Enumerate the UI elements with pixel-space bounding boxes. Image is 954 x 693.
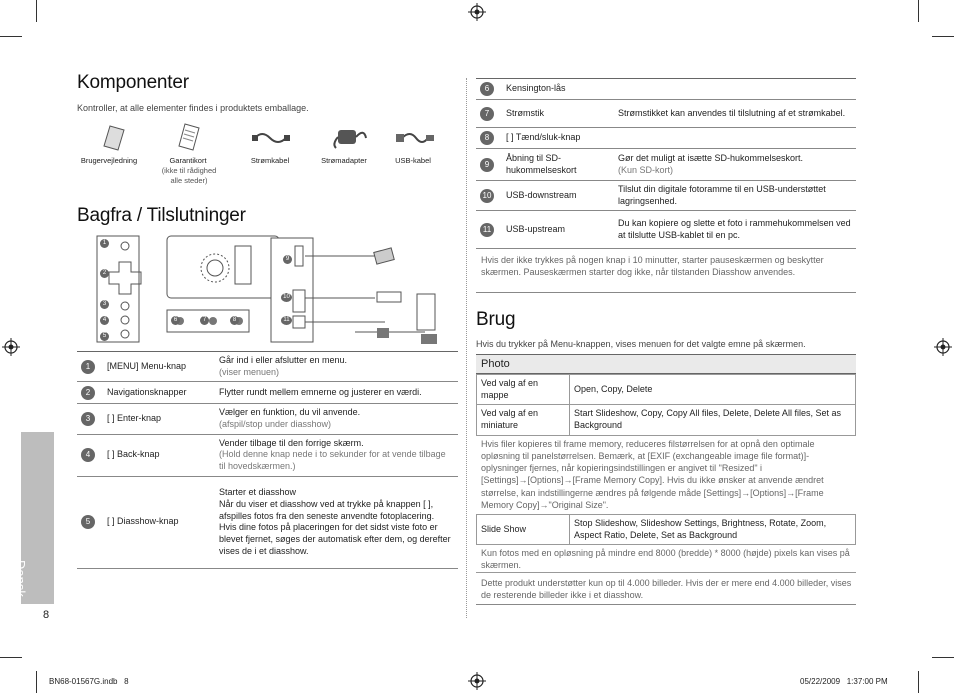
accessory-manual: Brugervejledning bbox=[80, 156, 138, 165]
komponenter-subtitle: Kontroller, at alle elementer findes i produktets emballage. bbox=[77, 103, 309, 113]
diagram-num-5: 5 bbox=[100, 332, 109, 341]
row-desc: Vender tilbage til den forrige skærm. (Hold denne knap nede i to sekunder for at vende tilbage til hovedskærmen.) bbox=[215, 434, 458, 476]
crop-mark bbox=[932, 657, 954, 658]
diagram-num-8: 8 bbox=[230, 316, 239, 325]
diagram-num-2: 2 bbox=[100, 269, 109, 278]
registration-mark-icon bbox=[934, 338, 952, 356]
crop-mark bbox=[36, 0, 37, 22]
row-number: 11 bbox=[480, 223, 494, 237]
screensaver-note: Hvis der ikke trykkes på nogen knap i 10 minutter, starter pauseskærmen og beskytter skærmen. Pauseskærmen starter dog ikke, når tilstanden Diasshow anvendes. bbox=[481, 255, 824, 278]
note-divider bbox=[476, 604, 856, 605]
diagram-num-1: 1 bbox=[100, 239, 109, 248]
menu-options: Stop Slideshow, Slideshow Settings, Brightness, Rotate, Zoom, Aspect Ratio, Delete, Set as Background bbox=[570, 515, 856, 545]
diagram-num-6: 6 bbox=[171, 316, 180, 325]
row-name: [ ] Tænd/sluk-knap bbox=[502, 128, 614, 149]
buttons-table bbox=[77, 351, 458, 569]
image-limit-note: Dette produkt understøtter kun op til 4.000 billeder. Hvis der er mere end 4.000 billeder, vises de resterende billeder ikke i et diasshow. bbox=[481, 578, 852, 601]
table-row bbox=[476, 128, 856, 149]
row-number: 5 bbox=[81, 515, 95, 529]
row-name: USB-upstream bbox=[502, 211, 614, 249]
table-row bbox=[77, 476, 458, 568]
table-row bbox=[77, 352, 458, 382]
table-row bbox=[77, 382, 458, 404]
footer-file: BN68-01567G.indb 8 bbox=[49, 677, 129, 686]
diagram-num-11: 11 bbox=[281, 316, 292, 325]
page-number: 8 bbox=[43, 609, 50, 621]
note-divider bbox=[476, 292, 856, 293]
accessory-power-cable: Strømkabel bbox=[250, 156, 290, 165]
note-divider bbox=[476, 572, 856, 573]
brug-title: Brug bbox=[476, 309, 516, 330]
menu-context: Ved valg af en miniature bbox=[477, 405, 570, 435]
connections-diagram bbox=[95, 234, 445, 346]
row-number: 3 bbox=[81, 412, 95, 426]
row-name: [ ] Diasshow-knap bbox=[103, 476, 215, 568]
row-desc: Gør det muligt at isætte SD-hukommelseskort. (Kun SD-kort) bbox=[614, 149, 856, 181]
crop-mark bbox=[0, 36, 22, 37]
crop-mark bbox=[918, 0, 919, 22]
row-number: 8 bbox=[480, 131, 494, 145]
diagram-num-3: 3 bbox=[100, 300, 109, 309]
diagram-num-7: 7 bbox=[200, 316, 209, 325]
row-name: [MENU] Menu-knap bbox=[103, 352, 215, 382]
photo-section-header: Photo bbox=[476, 354, 856, 374]
table-row bbox=[477, 405, 856, 435]
row-number: 1 bbox=[81, 360, 95, 374]
warranty-card-icon bbox=[173, 120, 203, 152]
row-name: [ ] Enter-knap bbox=[103, 404, 215, 434]
registration-mark-icon bbox=[468, 3, 486, 21]
crop-mark bbox=[932, 36, 954, 37]
table-row bbox=[476, 100, 856, 128]
row-desc bbox=[614, 128, 856, 149]
resize-note: Hvis filer kopieres til frame memory, reduceres filstørrelsen for at opnå den optimale opløsning til panelstørrelsen. Bemærk, at [EXIF (exchangeable image file format)]-oplysninger fjernes, når kopieringsindstillingen er angivet til "Resized" i [Settings]→[Options]→[Frame Memory Copy]. Hvis du ikke ønsker at anvende ændret størrelse, kan indstillingerne ændres på følgende måde [Settings]→[Options]→[Frame Memory Copy]→"Original Size". bbox=[481, 439, 824, 510]
table-row bbox=[476, 79, 856, 100]
accessory-usb-cable: USB-kabel bbox=[395, 156, 431, 165]
row-number: 4 bbox=[81, 448, 95, 462]
usb-cable-icon bbox=[396, 128, 434, 148]
diagram-num-10: 10 bbox=[281, 293, 292, 302]
manual-icon bbox=[98, 122, 128, 152]
language-tab-label: Dansk bbox=[13, 560, 28, 597]
power-adapter-icon bbox=[330, 124, 368, 150]
row-name: Åbning til SD-hukommelseskort bbox=[502, 149, 614, 181]
table-row bbox=[476, 181, 856, 211]
registration-mark-icon bbox=[468, 672, 486, 690]
row-desc: Går ind i eller afslutter en menu. (viser menuen) bbox=[215, 352, 458, 382]
brug-subtitle: Hvis du trykker på Menu-knappen, vises menuen for det valgte emne på skærmen. bbox=[476, 339, 806, 349]
row-desc: Flytter rundt mellem emnerne og justerer en værdi. bbox=[215, 382, 458, 404]
row-desc: Strømstikket kan anvendes til tilslutning af et strømkabel. bbox=[614, 100, 856, 128]
menu-context: Slide Show bbox=[477, 515, 570, 545]
column-divider bbox=[466, 78, 467, 618]
komponenter-title: Komponenter bbox=[77, 72, 189, 93]
row-desc: Tilslut din digitale fotoramme til en USB-understøttet lagringsenhed. bbox=[614, 181, 856, 211]
row-name: [ ] Back-knap bbox=[103, 434, 215, 476]
row-name: Navigationsknapper bbox=[103, 382, 215, 404]
row-number: 10 bbox=[480, 189, 494, 203]
slideshow-menu-table bbox=[476, 514, 856, 545]
diagram-num-4: 4 bbox=[100, 316, 109, 325]
crop-mark bbox=[0, 657, 22, 658]
registration-mark-icon bbox=[2, 338, 20, 356]
row-desc: Du kan kopiere og slette et foto i rammehukommelsen ved at tilslutte USB-kablet til en pc. bbox=[614, 211, 856, 249]
row-name: USB-downstream bbox=[502, 181, 614, 211]
menu-options: Open, Copy, Delete bbox=[570, 375, 856, 405]
bagfra-title: Bagfra / Tilslutninger bbox=[77, 205, 246, 226]
row-name: Kensington-lås bbox=[502, 79, 614, 100]
table-row bbox=[77, 434, 458, 476]
table-row bbox=[476, 211, 856, 249]
accessory-power-adapter: Strømadapter bbox=[321, 156, 367, 165]
menu-options: Start Slideshow, Copy, Copy All files, Delete, Delete All files, Set as Background bbox=[570, 405, 856, 435]
crop-mark bbox=[36, 671, 37, 693]
table-row bbox=[77, 404, 458, 434]
row-name: Strømstik bbox=[502, 100, 614, 128]
power-cable-icon bbox=[252, 128, 290, 148]
table-row bbox=[476, 149, 856, 181]
row-desc bbox=[614, 79, 856, 100]
crop-mark bbox=[918, 671, 919, 693]
footer-date: 05/22/2009 1:37:00 PM bbox=[800, 677, 888, 686]
row-number: 9 bbox=[480, 158, 494, 172]
menu-context: Ved valg af en mappe bbox=[477, 375, 570, 405]
row-number: 7 bbox=[480, 107, 494, 121]
accessory-warranty: Garantikort (ikke til rådighed alle steder) bbox=[161, 156, 217, 185]
photo-menu-table bbox=[476, 374, 856, 436]
diagram-num-9: 9 bbox=[283, 255, 292, 264]
table-row bbox=[477, 375, 856, 405]
row-number: 6 bbox=[480, 82, 494, 96]
connections-table bbox=[476, 78, 856, 249]
row-desc: Starter et diasshow Når du viser et diasshow ved at trykke på knappen [ ], afspilles fotos fra den seneste anvendte fotoplacering. Hvis dine fotos på placeringen for det sidst viste foto er blevet fjernet, søges der automatisk efter dem, og derefter vises de i et diasshow. bbox=[215, 476, 458, 568]
table-row bbox=[477, 515, 856, 545]
row-desc: Vælger en funktion, du vil anvende. (afspil/stop under diasshow) bbox=[215, 404, 458, 434]
resolution-note: Kun fotos med en opløsning på mindre end 8000 (bredde) * 8000 (højde) pixels kan vises på skærmen. bbox=[481, 548, 850, 571]
row-number: 2 bbox=[81, 386, 95, 400]
